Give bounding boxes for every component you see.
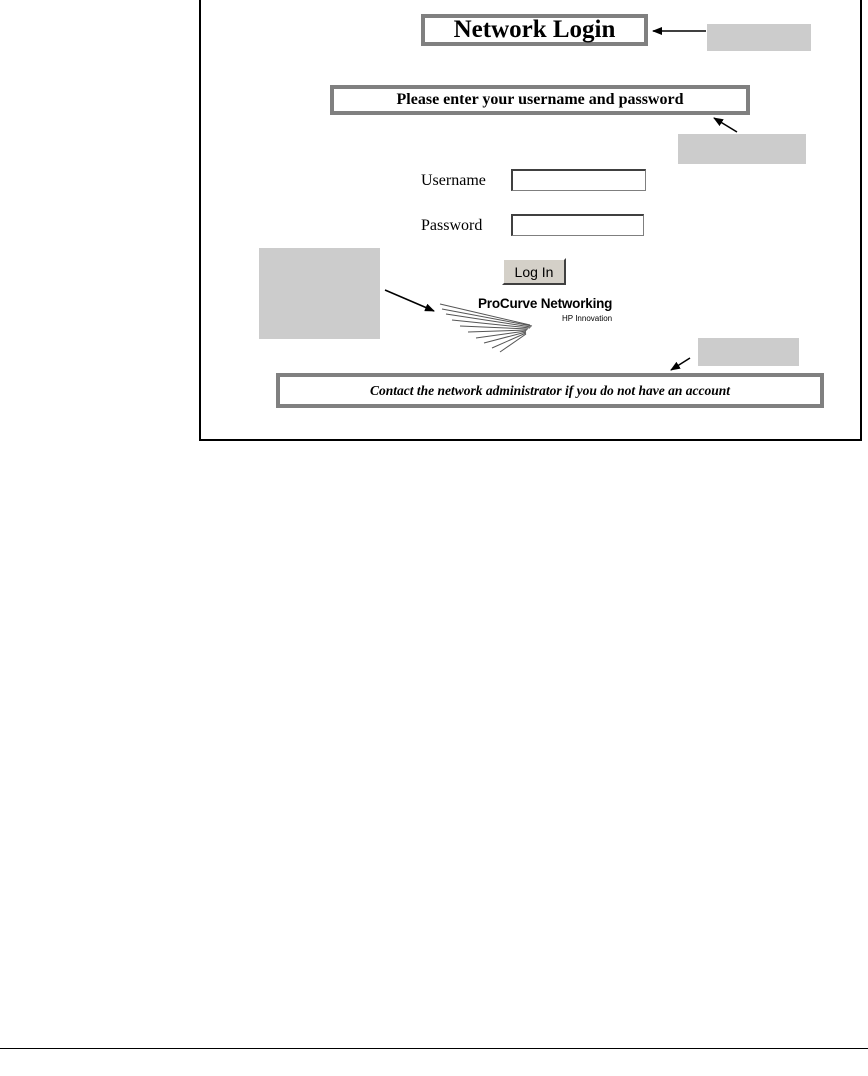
log-in-button[interactable]: Log In [502,258,566,285]
password-label: Password [421,217,483,234]
logo-name: ProCurve Networking [478,296,613,311]
page-bottom-rule [0,1048,868,1049]
arrow-to-logo [385,290,434,311]
footer-text: Contact the network administrator if you do not have an account [369,382,731,398]
logo-tagline: HP Innovation [562,314,613,323]
instructions-text: Please enter your username and password [396,91,684,108]
arrow-to-footer [671,358,690,370]
arrow-to-instructions [714,118,737,132]
username-label: Username [421,172,486,189]
page-title: Network Login [453,16,616,43]
callout-arrows [0,0,868,441]
